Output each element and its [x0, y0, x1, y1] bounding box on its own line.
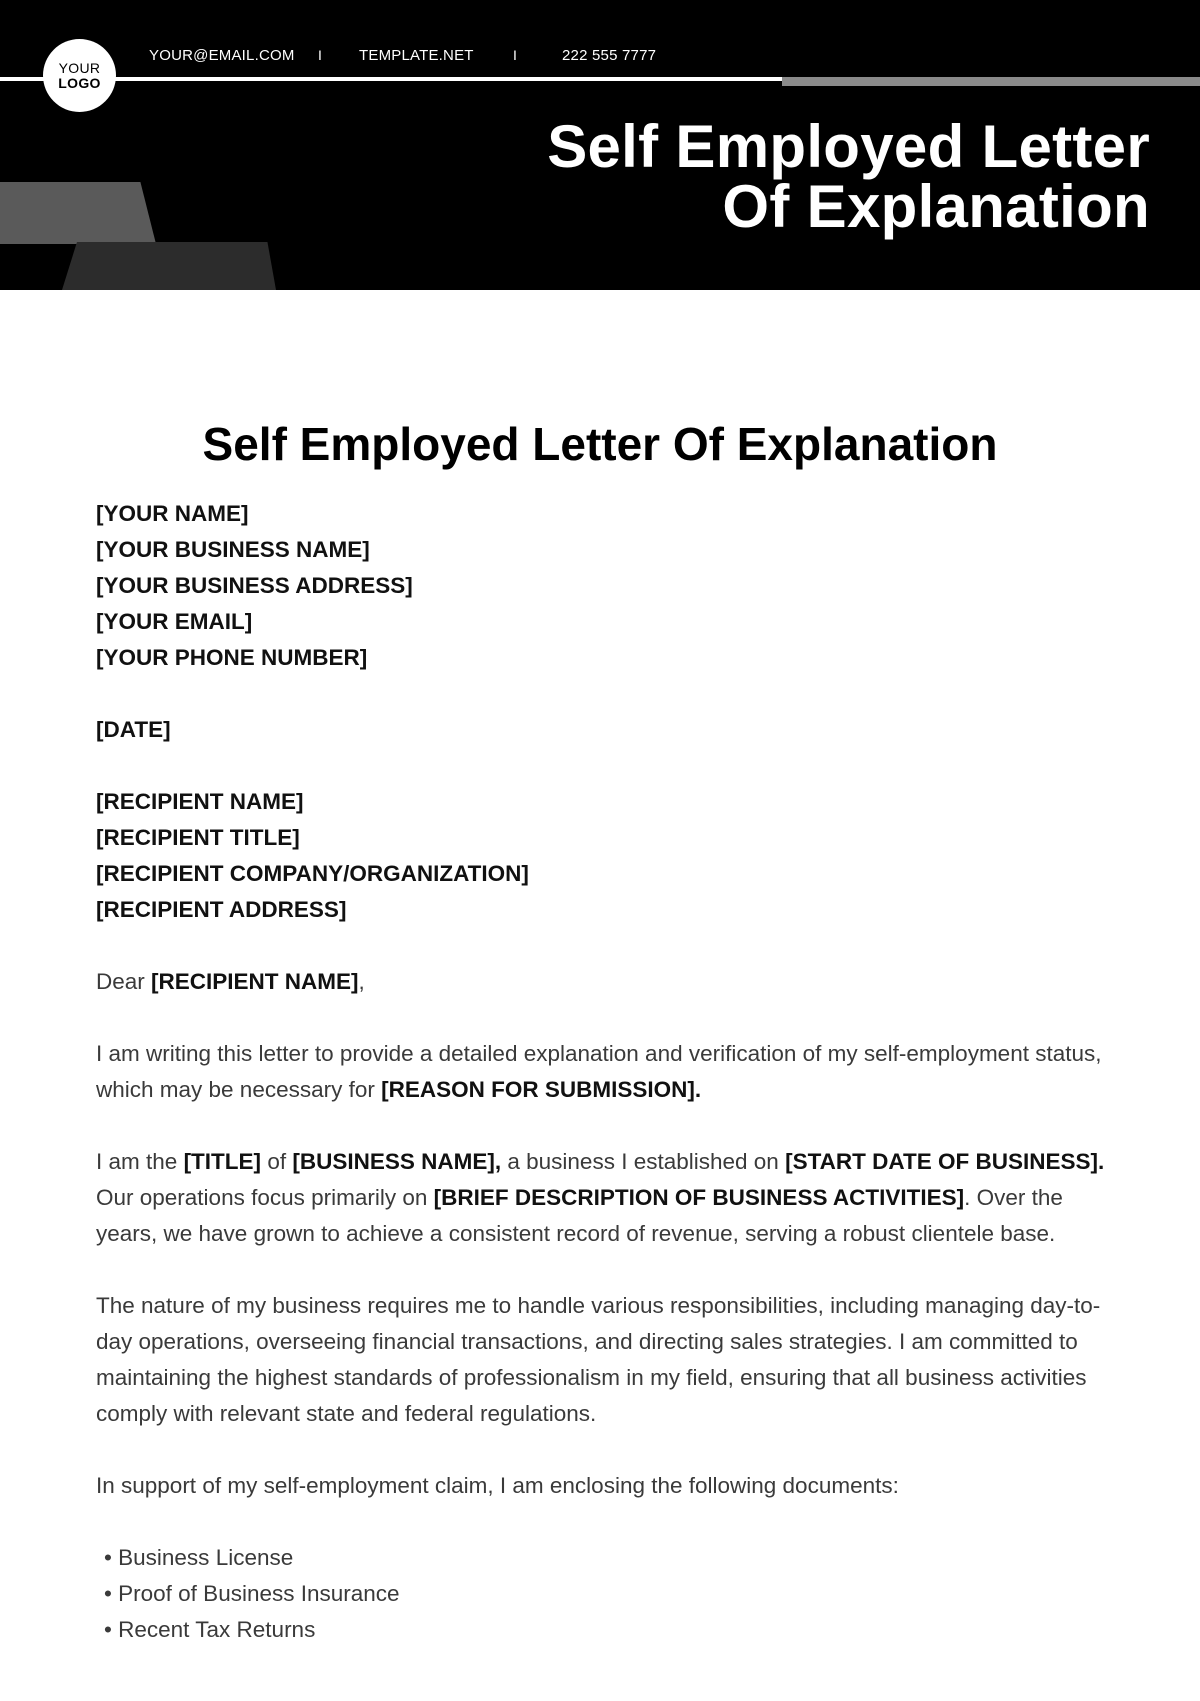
recipient-line: [RECIPIENT ADDRESS]: [96, 897, 347, 922]
paragraph-intro: [96, 1036, 1106, 1108]
paragraph-text: Our operations focus primarily on: [96, 1185, 428, 1210]
sender-line: [YOUR BUSINESS ADDRESS]: [96, 573, 413, 598]
header-divider-accent: [782, 77, 1200, 86]
placeholder-field: [START DATE OF BUSINESS].: [785, 1149, 1105, 1174]
recipient-block: [96, 784, 1106, 928]
date-line: [DATE]: [96, 717, 171, 742]
contact-separator: I: [318, 47, 322, 63]
logo: [43, 39, 116, 112]
paragraph-enclosures: In support of my self-employment claim, I am enclosing the following documents:: [96, 1473, 899, 1498]
list-item: • Business License: [104, 1540, 1106, 1576]
header-title-line: Of Explanation: [722, 173, 1150, 240]
header-phone[interactable]: 222 555 7777: [562, 47, 657, 64]
paragraph-text: I am the: [96, 1149, 178, 1174]
document-title: Self Employed Letter Of Explanation: [202, 418, 998, 470]
paragraph-business: [96, 1144, 1106, 1252]
sender-line: [YOUR BUSINESS NAME]: [96, 537, 370, 562]
header-email[interactable]: YOUR@EMAIL.COM: [149, 47, 295, 64]
logo-text-top: YOUR: [58, 59, 101, 76]
header-title-line: Self Employed Letter: [547, 113, 1150, 180]
logo-text-bottom: LOGO: [58, 74, 101, 91]
paragraph-text: a business I established on: [507, 1149, 779, 1174]
list-item: • Proof of Business Insurance: [104, 1576, 1106, 1612]
paragraph-text: . Over the years, we have grown to achieve a consistent record of revenue, serving a robust clientele base.: [96, 1185, 1063, 1246]
salutation: [96, 964, 1106, 1000]
sender-line: [YOUR EMAIL]: [96, 609, 253, 634]
placeholder-field: [BUSINESS NAME],: [292, 1149, 502, 1174]
sender-block: [96, 496, 1106, 676]
salutation-name: [RECIPIENT NAME]: [151, 969, 359, 994]
header-title: [390, 113, 1150, 240]
recipient-line: [RECIPIENT NAME]: [96, 789, 304, 814]
placeholder-field: [TITLE]: [183, 1149, 262, 1174]
decorative-shape: [0, 182, 156, 244]
header-website[interactable]: TEMPLATE.NET: [359, 47, 474, 64]
decorative-shape: [62, 242, 276, 290]
list-item: • Recent Tax Returns: [104, 1612, 1106, 1648]
header-banner: [0, 0, 1200, 290]
sender-line: [YOUR PHONE NUMBER]: [96, 645, 368, 670]
date-block: [96, 712, 1106, 748]
salutation-dear: Dear: [96, 969, 145, 994]
recipient-line: [RECIPIENT TITLE]: [96, 825, 300, 850]
paragraph-responsibilities: The nature of my business requires me to handle various responsibilities, including managing day-to-day operations, overseeing financial transactions, and directing sales strategies. I am committed to maintaining the highest standards of professionalism in my field, ensuring that all business activities comply with relevant state and federal regulations.: [96, 1293, 1101, 1426]
header-divider: [0, 77, 782, 81]
placeholder-field: [BRIEF DESCRIPTION OF BUSINESS ACTIVITIES]: [433, 1185, 965, 1210]
placeholder-field: [REASON FOR SUBMISSION].: [381, 1077, 702, 1102]
paragraph-text: of: [267, 1149, 287, 1174]
recipient-line: [RECIPIENT COMPANY/ORGANIZATION]: [96, 861, 529, 886]
letter-body: [96, 496, 1106, 1648]
salutation-comma: ,: [358, 969, 365, 994]
paragraph-text: I am writing this letter to provide a detailed explanation and verification of my self-employment status, which may be necessary for: [96, 1041, 1102, 1102]
enclosure-list: [96, 1540, 1106, 1648]
sender-line: [YOUR NAME]: [96, 501, 249, 526]
contact-separator: I: [513, 47, 517, 63]
